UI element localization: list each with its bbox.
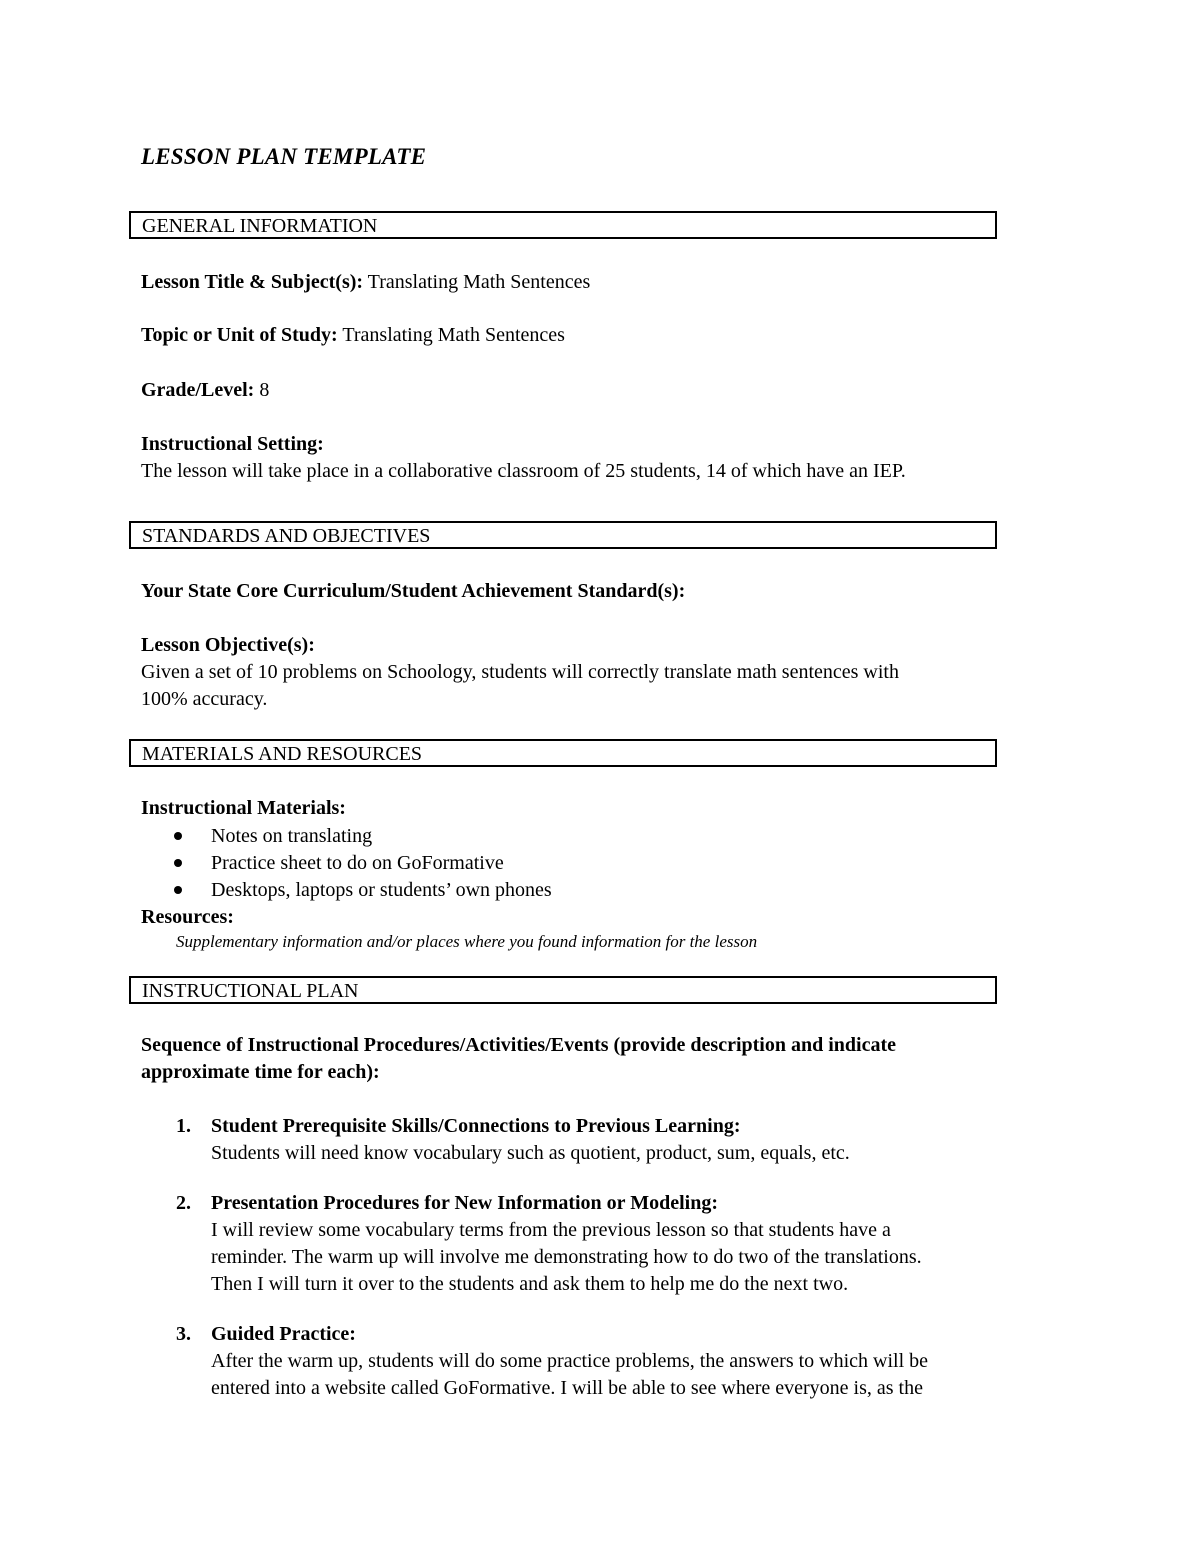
objective-line-2: 100% accuracy.	[141, 688, 268, 710]
sequence-heading-line-1: Sequence of Instructional Procedures/Activities/Events (provide description and indicate	[141, 1034, 896, 1056]
bullet-icon	[174, 859, 182, 867]
topic-row	[141, 322, 565, 349]
step-number: 2.	[176, 1192, 191, 1214]
core-curriculum-label: Your State Core Curriculum/Student Achievement Standard(s):	[141, 580, 686, 602]
material-item: Notes on translating	[211, 825, 373, 847]
step-number: 1.	[176, 1115, 191, 1137]
step-text: reminder. The warm up will involve me demonstrating how to do two of the translations.	[211, 1246, 922, 1268]
grade-value: 8	[254, 379, 270, 401]
section-header-standards-label: STANDARDS AND OBJECTIVES	[142, 525, 431, 547]
step-number: 3.	[176, 1323, 191, 1345]
document-title: LESSON PLAN TEMPLATE	[141, 144, 427, 169]
section-header-standards	[129, 521, 997, 549]
step-text: After the warm up, students will do some practice problems, the answers to which will be	[211, 1350, 929, 1372]
sequence-heading-line-2: approximate time for each):	[141, 1061, 380, 1083]
section-header-plan	[129, 976, 997, 1004]
objective-line-1: Given a set of 10 problems on Schoology, students will correctly translate math sentences with	[141, 661, 899, 683]
resources-label: Resources:	[141, 906, 234, 928]
step-heading: Presentation Procedures for New Information or Modeling:	[211, 1192, 718, 1214]
material-item: Practice sheet to do on GoFormative	[211, 852, 504, 874]
step-heading: Guided Practice:	[211, 1323, 356, 1345]
material-item: Desktops, laptops or students’ own phones	[211, 879, 552, 901]
section-header-plan-label: INSTRUCTIONAL PLAN	[142, 980, 359, 1002]
lesson-title-value: Translating Math Sentences	[363, 271, 591, 293]
step-text: I will review some vocabulary terms from the previous lesson so that students have a	[211, 1219, 891, 1241]
objective-label: Lesson Objective(s):	[141, 634, 315, 656]
topic-label: Topic or Unit of Study:	[141, 324, 338, 346]
setting-label: Instructional Setting:	[141, 433, 324, 455]
grade-row	[141, 377, 269, 404]
resources-note: Supplementary information and/or places where you found information for the lesson	[176, 932, 758, 951]
instructional-materials-label: Instructional Materials:	[141, 797, 346, 819]
section-header-materials	[129, 739, 997, 767]
lesson-title-label: Lesson Title & Subject(s):	[141, 271, 364, 293]
setting-value: The lesson will take place in a collaborative classroom of 25 students, 14 of which have an IEP.	[141, 460, 906, 482]
grade-label: Grade/Level:	[141, 379, 255, 401]
section-header-materials-label: MATERIALS AND RESOURCES	[142, 743, 423, 765]
bullet-icon	[174, 886, 182, 894]
section-header-general-label: GENERAL INFORMATION	[142, 215, 378, 237]
step-text: entered into a website called GoFormative. I will be able to see where everyone is, as the	[211, 1377, 923, 1399]
section-header-general	[129, 211, 997, 239]
topic-value: Translating Math Sentences	[337, 324, 565, 346]
step-heading: Student Prerequisite Skills/Connections to Previous Learning:	[211, 1115, 741, 1137]
bullet-icon	[174, 832, 182, 840]
step-text: Students will need know vocabulary such as quotient, product, sum, equals, etc.	[211, 1142, 850, 1164]
lesson-title-row	[141, 269, 590, 296]
step-text: Then I will turn it over to the students and ask them to help me do the next two.	[211, 1273, 849, 1295]
